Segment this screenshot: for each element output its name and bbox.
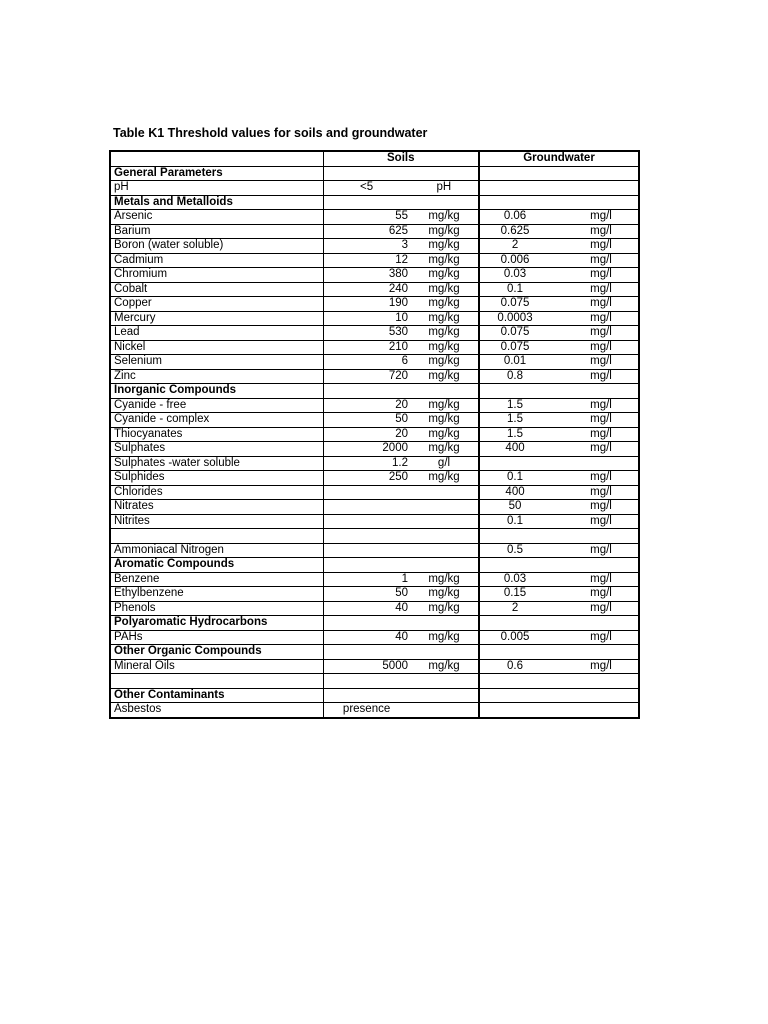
soil-unit <box>410 529 479 544</box>
parameter-name: Sulphates -water soluble <box>110 456 323 471</box>
groundwater-value: 50 <box>479 500 564 515</box>
soil-value <box>323 485 410 500</box>
parameter-name: Benzene <box>110 572 323 587</box>
parameter-name: Nitrates <box>110 500 323 515</box>
soil-unit: mg/kg <box>410 268 479 283</box>
table-row <box>110 239 639 254</box>
table-row <box>110 268 639 283</box>
soil-value: 55 <box>323 210 410 225</box>
groundwater-unit <box>564 456 639 471</box>
soil-value: 5000 <box>323 659 410 674</box>
parameter-name: Mercury <box>110 311 323 326</box>
groundwater-unit: mg/l <box>564 601 639 616</box>
soil-unit: mg/kg <box>410 398 479 413</box>
parameter-name: Cobalt <box>110 282 323 297</box>
table-row <box>110 282 639 297</box>
groundwater-unit: mg/l <box>564 224 639 239</box>
soil-value: 50 <box>323 413 410 428</box>
parameter-name: Arsenic <box>110 210 323 225</box>
soil-value: 20 <box>323 398 410 413</box>
groundwater-value: 0.01 <box>479 355 564 370</box>
soil-value: 3 <box>323 239 410 254</box>
groundwater-value: 0.075 <box>479 340 564 355</box>
soil-value-text: <5 <box>360 181 374 193</box>
groundwater-unit: mg/l <box>564 326 639 341</box>
soil-unit <box>410 485 479 500</box>
groundwater-unit <box>564 181 639 196</box>
soil-value: 240 <box>323 282 410 297</box>
section-soils-blank <box>323 166 479 181</box>
soil-value <box>323 514 410 529</box>
groundwater-value: 0.625 <box>479 224 564 239</box>
table-row <box>110 630 639 645</box>
table-row <box>110 572 639 587</box>
groundwater-unit: mg/l <box>564 500 639 515</box>
groundwater-value: 0.03 <box>479 572 564 587</box>
section-heading: Inorganic Compounds <box>110 384 323 399</box>
groundwater-unit: mg/l <box>564 239 639 254</box>
groundwater-value: 2 <box>479 239 564 254</box>
soil-unit: g/l <box>410 456 479 471</box>
groundwater-value: 400 <box>479 442 564 457</box>
section-row <box>110 384 639 399</box>
section-soils-blank <box>323 195 479 210</box>
parameter-name: Ethylbenzene <box>110 587 323 602</box>
groundwater-unit <box>564 703 639 718</box>
groundwater-value: 0.075 <box>479 297 564 312</box>
section-heading: Metals and Metalloids <box>110 195 323 210</box>
groundwater-value <box>479 674 564 689</box>
groundwater-value: 1.5 <box>479 427 564 442</box>
groundwater-value <box>479 456 564 471</box>
table-row <box>110 471 639 486</box>
parameter-name: Sulphides <box>110 471 323 486</box>
groundwater-unit: mg/l <box>564 587 639 602</box>
parameter-name: Thiocyanates <box>110 427 323 442</box>
soil-unit: mg/kg <box>410 471 479 486</box>
soil-unit: mg/kg <box>410 630 479 645</box>
groundwater-unit: mg/l <box>564 253 639 268</box>
table-row <box>110 326 639 341</box>
soil-unit: mg/kg <box>410 239 479 254</box>
table-row <box>110 398 639 413</box>
table-row <box>110 514 639 529</box>
section-soils-blank <box>323 688 479 703</box>
page-title: Table K1 Threshold values for soils and groundwater <box>113 126 428 140</box>
groundwater-unit: mg/l <box>564 427 639 442</box>
section-heading: Other Organic Compounds <box>110 645 323 660</box>
groundwater-value <box>479 181 564 196</box>
section-groundwater-blank <box>479 384 639 399</box>
parameter-name: Chromium <box>110 268 323 283</box>
soil-value: 6 <box>323 355 410 370</box>
groundwater-unit: mg/l <box>564 572 639 587</box>
parameter-name <box>110 674 323 689</box>
groundwater-value: 1.5 <box>479 413 564 428</box>
groundwater-value <box>479 529 564 544</box>
table-row <box>110 674 639 689</box>
soil-unit: mg/kg <box>410 311 479 326</box>
parameter-name: Cyanide - complex <box>110 413 323 428</box>
table-row <box>110 659 639 674</box>
soil-value: 210 <box>323 340 410 355</box>
section-groundwater-blank <box>479 688 639 703</box>
groundwater-unit: mg/l <box>564 311 639 326</box>
groundwater-unit: mg/l <box>564 543 639 558</box>
groundwater-value: 0.6 <box>479 659 564 674</box>
section-groundwater-blank <box>479 195 639 210</box>
groundwater-value: 0.8 <box>479 369 564 384</box>
table-row <box>110 340 639 355</box>
soil-value: 250 <box>323 471 410 486</box>
header-groundwater: Groundwater <box>479 151 639 166</box>
parameter-name: Selenium <box>110 355 323 370</box>
section-row <box>110 688 639 703</box>
section-row <box>110 195 639 210</box>
section-heading: Aromatic Compounds <box>110 558 323 573</box>
section-row <box>110 558 639 573</box>
table-row <box>110 224 639 239</box>
section-row <box>110 616 639 631</box>
table-row <box>110 181 639 196</box>
table-row <box>110 413 639 428</box>
table-row <box>110 253 639 268</box>
groundwater-value: 0.1 <box>479 514 564 529</box>
groundwater-unit: mg/l <box>564 471 639 486</box>
section-heading: General Parameters <box>110 166 323 181</box>
groundwater-value: 400 <box>479 485 564 500</box>
soil-unit <box>410 703 478 717</box>
soil-unit: mg/kg <box>410 601 479 616</box>
groundwater-value <box>479 703 564 718</box>
section-groundwater-blank <box>479 166 639 181</box>
groundwater-unit: mg/l <box>564 210 639 225</box>
groundwater-value: 0.15 <box>479 587 564 602</box>
soil-value: 20 <box>323 427 410 442</box>
soil-value <box>323 674 410 689</box>
soil-unit: mg/kg <box>410 572 479 587</box>
groundwater-unit: mg/l <box>564 297 639 312</box>
table-row <box>110 485 639 500</box>
soil-value <box>323 529 410 544</box>
table-row <box>110 311 639 326</box>
groundwater-value: 0.06 <box>479 210 564 225</box>
soil-value: 1 <box>323 572 410 587</box>
soil-unit <box>410 500 479 515</box>
soil-unit: mg/kg <box>410 210 479 225</box>
parameter-name: pH <box>110 181 323 196</box>
section-row <box>110 166 639 181</box>
groundwater-unit: mg/l <box>564 340 639 355</box>
soil-value: 1.2 <box>323 456 410 471</box>
soil-value: 625 <box>323 224 410 239</box>
parameter-name: PAHs <box>110 630 323 645</box>
soil-unit: mg/kg <box>410 442 479 457</box>
soil-unit: mg/kg <box>410 253 479 268</box>
table-row <box>110 427 639 442</box>
groundwater-unit: mg/l <box>564 485 639 500</box>
soil-value: 2000 <box>323 442 410 457</box>
groundwater-unit: mg/l <box>564 514 639 529</box>
groundwater-value: 2 <box>479 601 564 616</box>
section-soils-blank <box>323 645 479 660</box>
soil-unit: mg/kg <box>410 369 479 384</box>
groundwater-unit: mg/l <box>564 369 639 384</box>
soil-value <box>323 181 479 196</box>
parameter-name: Cadmium <box>110 253 323 268</box>
groundwater-value: 0.075 <box>479 326 564 341</box>
soil-value: 10 <box>323 311 410 326</box>
soil-unit: mg/kg <box>410 413 479 428</box>
parameter-name: Phenols <box>110 601 323 616</box>
table-row <box>110 587 639 602</box>
parameter-name: Copper <box>110 297 323 312</box>
parameter-name: Nitrites <box>110 514 323 529</box>
soil-value: 530 <box>323 326 410 341</box>
groundwater-value: 0.5 <box>479 543 564 558</box>
soil-value: 190 <box>323 297 410 312</box>
parameter-name: Zinc <box>110 369 323 384</box>
soil-value <box>323 543 410 558</box>
groundwater-unit: mg/l <box>564 282 639 297</box>
groundwater-unit: mg/l <box>564 442 639 457</box>
table-row <box>110 500 639 515</box>
header-blank <box>110 151 323 166</box>
soil-unit: mg/kg <box>410 340 479 355</box>
table-row <box>110 529 639 544</box>
groundwater-unit: mg/l <box>564 413 639 428</box>
soil-value: 12 <box>323 253 410 268</box>
groundwater-value: 0.1 <box>479 471 564 486</box>
section-soils-blank <box>323 616 479 631</box>
groundwater-value: 0.1 <box>479 282 564 297</box>
soil-value: 380 <box>323 268 410 283</box>
soil-unit: mg/kg <box>410 282 479 297</box>
soil-value-text: presence <box>342 703 391 715</box>
section-soils-blank <box>323 558 479 573</box>
section-row <box>110 645 639 660</box>
groundwater-unit <box>564 529 639 544</box>
parameter-name: Sulphates <box>110 442 323 457</box>
groundwater-unit: mg/l <box>564 355 639 370</box>
parameter-name: Mineral Oils <box>110 659 323 674</box>
groundwater-value: 0.005 <box>479 630 564 645</box>
groundwater-unit <box>564 674 639 689</box>
table-row <box>110 601 639 616</box>
section-groundwater-blank <box>479 558 639 573</box>
parameter-name: Ammoniacal Nitrogen <box>110 543 323 558</box>
table-row <box>110 543 639 558</box>
table-body <box>110 151 639 718</box>
soil-value <box>323 703 479 718</box>
parameter-name: Nickel <box>110 340 323 355</box>
soil-unit: mg/kg <box>410 427 479 442</box>
parameter-name: Asbestos <box>110 703 323 718</box>
table-row <box>110 355 639 370</box>
threshold-table <box>109 150 640 719</box>
soil-unit: mg/kg <box>410 224 479 239</box>
parameter-name: Chlorides <box>110 485 323 500</box>
parameter-name: Cyanide - free <box>110 398 323 413</box>
groundwater-unit: mg/l <box>564 659 639 674</box>
parameter-name: Barium <box>110 224 323 239</box>
soil-unit: mg/kg <box>410 659 479 674</box>
soil-unit: mg/kg <box>410 297 479 312</box>
table-row <box>110 442 639 457</box>
soil-unit: mg/kg <box>410 355 479 370</box>
soil-unit: pH <box>436 181 452 193</box>
groundwater-value: 1.5 <box>479 398 564 413</box>
soil-unit <box>410 674 479 689</box>
soil-unit <box>410 543 479 558</box>
groundwater-unit: mg/l <box>564 268 639 283</box>
soil-unit: mg/kg <box>410 326 479 341</box>
section-heading: Other Contaminants <box>110 688 323 703</box>
soil-value: 40 <box>323 601 410 616</box>
groundwater-value: 0.0003 <box>479 311 564 326</box>
section-groundwater-blank <box>479 616 639 631</box>
soil-unit <box>410 514 479 529</box>
soil-unit: mg/kg <box>410 587 479 602</box>
table-row <box>110 210 639 225</box>
section-heading: Polyaromatic Hydrocarbons <box>110 616 323 631</box>
section-groundwater-blank <box>479 645 639 660</box>
parameter-name: Boron (water soluble) <box>110 239 323 254</box>
table-row <box>110 703 639 718</box>
groundwater-unit: mg/l <box>564 630 639 645</box>
soil-value: 40 <box>323 630 410 645</box>
groundwater-unit: mg/l <box>564 398 639 413</box>
soil-value <box>323 500 410 515</box>
table-row <box>110 456 639 471</box>
soil-value: 720 <box>323 369 410 384</box>
table-row <box>110 369 639 384</box>
table-row <box>110 297 639 312</box>
groundwater-value: 0.03 <box>479 268 564 283</box>
parameter-name: Lead <box>110 326 323 341</box>
groundwater-value: 0.006 <box>479 253 564 268</box>
header-soils: Soils <box>323 151 479 166</box>
soil-value: 50 <box>323 587 410 602</box>
header-row <box>110 151 639 166</box>
parameter-name <box>110 529 323 544</box>
section-soils-blank <box>323 384 479 399</box>
